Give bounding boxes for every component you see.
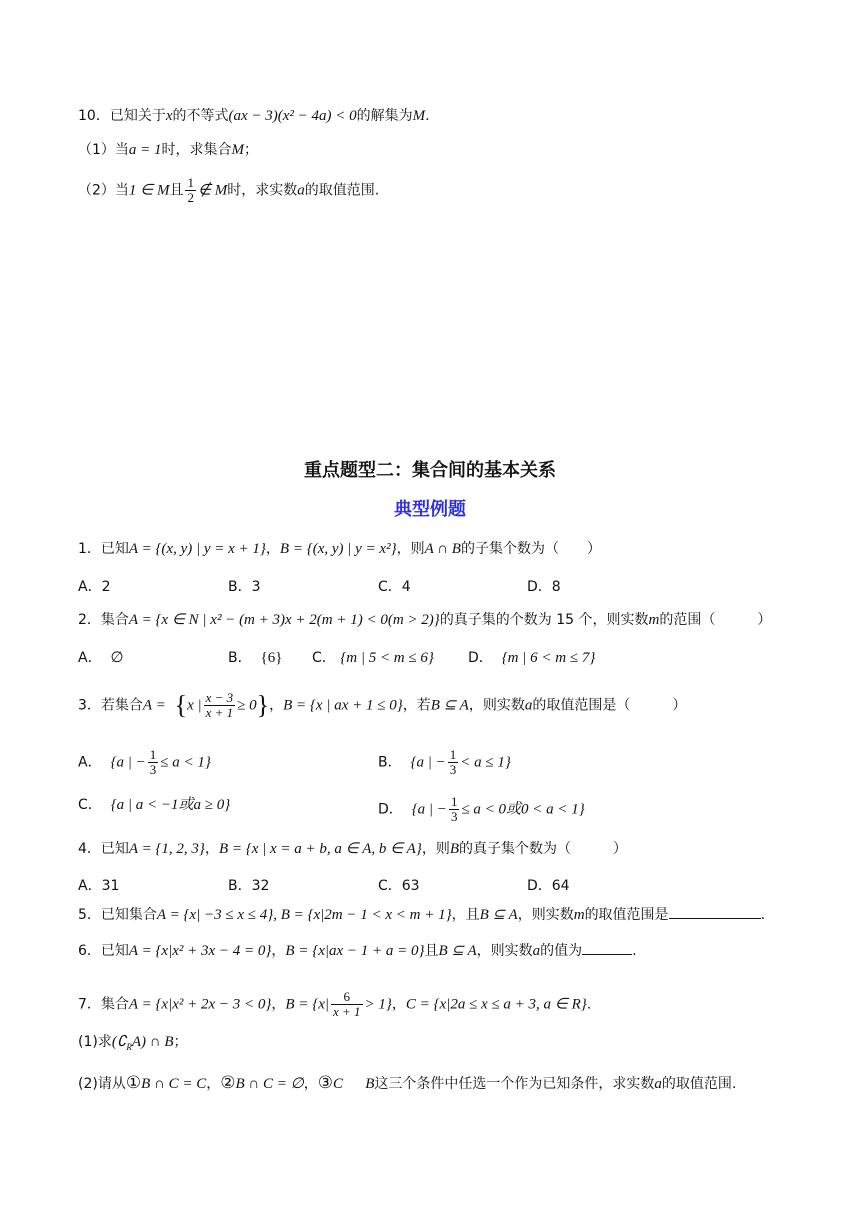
q4-prefix: 4．已知 <box>78 841 129 857</box>
option-value: {a | a < −1或a ≥ 0} <box>110 797 231 813</box>
option-label: B． <box>378 754 402 771</box>
q7-part2-prefix: (2)请从 <box>78 1076 126 1092</box>
q7-stem <box>78 990 591 1019</box>
q6-set-b: B = {x|ax − 1 + a = 0} <box>285 943 425 959</box>
section-title: 重点题型二：集合间的基本关系 <box>304 460 556 481</box>
q1-option-b[interactable]: B．3 <box>228 579 261 595</box>
q7-set-a: A = {x|x² + 2x − 3 < 0} <box>128 996 272 1013</box>
q5-answer-blank[interactable] <box>669 905 761 919</box>
q6-answer-blank[interactable] <box>582 941 632 955</box>
q3-set-a-right: ≥ 0 <box>237 697 257 714</box>
condition-3-expr: C <box>332 1076 343 1092</box>
condition-2-expr: B ∩ C = ∅ <box>235 1076 304 1092</box>
option-label: A． <box>78 650 102 666</box>
option-value: ∅ <box>110 650 124 666</box>
option-fraction <box>449 795 460 824</box>
q3-set-a-var: x | <box>187 697 202 714</box>
fraction-denominator: 3 <box>149 762 157 777</box>
q10-inequality: (ax − 3)(x² − 4a) < 0 <box>228 108 357 124</box>
q4-stem <box>78 839 627 859</box>
option-right: ≤ a < 0或0 < a < 1} <box>461 801 585 818</box>
q3-sep: ， <box>269 697 284 714</box>
q5-var: m <box>573 907 585 923</box>
q10-stem-mid: 的不等式 <box>172 108 229 124</box>
option-left: {a | − <box>110 754 146 771</box>
option-right: ≤ a < 1} <box>160 754 211 771</box>
q7-part2-suffix: 这三个条件中任选一个作为已知条件，求实数 <box>374 1076 655 1092</box>
q2-stem <box>78 610 771 630</box>
option-left: {a | − <box>411 801 447 818</box>
q2-end: 的范围（ ） <box>659 612 772 628</box>
q3-option-a[interactable] <box>78 748 211 777</box>
condition-sep: ， <box>303 1076 318 1092</box>
condition-1-marker: ① <box>125 1073 142 1093</box>
q1-expr: A ∩ B <box>424 541 461 557</box>
q5-suffix: ，则实数 <box>517 907 574 923</box>
option-label: B． <box>228 650 252 666</box>
option-value: {m | 6 < m ≤ 7} <box>501 650 596 666</box>
q7-end: . <box>586 996 592 1013</box>
option-label: D． <box>378 801 403 818</box>
fraction-denominator: 3 <box>449 762 457 777</box>
option-left: {a | − <box>410 754 446 771</box>
q5-end: 的取值范围是 <box>584 907 669 923</box>
q7-part1-complement: (∁ <box>111 1034 127 1050</box>
option-fraction <box>448 748 459 777</box>
q1-option-c[interactable]: C．4 <box>378 579 411 595</box>
fraction-denominator: 2 <box>187 190 194 205</box>
q1-prefix: 1．已知 <box>78 541 129 557</box>
q7-part1 <box>78 1032 188 1057</box>
option-label: D． <box>468 650 493 666</box>
q6-stem <box>78 941 637 961</box>
fraction-numerator: 1 <box>450 794 458 809</box>
q5-cond: B ⊆ A <box>479 907 518 923</box>
q4-set-a: A = {1, 2, 3} <box>128 841 205 857</box>
q10-part2-var: a <box>297 182 305 199</box>
condition-1-expr: B ∩ C = C <box>141 1076 207 1092</box>
q10-stem-end: . <box>425 108 430 124</box>
q7-part2-end: 的取值范围. <box>661 1076 737 1092</box>
q4-var: B <box>449 841 459 857</box>
fraction-denominator: x + 1 <box>205 705 234 720</box>
q3-option-d[interactable] <box>378 795 585 824</box>
q10-part1-end: ； <box>244 142 259 158</box>
q10-part2-end: 的取值范围. <box>304 182 380 199</box>
q6-end: 的值为 <box>540 943 583 959</box>
q1-set-b: B = {(x, y) | y = x²} <box>279 541 397 557</box>
q10-part1-prefix: （1）当 <box>78 142 129 158</box>
q5-stem <box>78 905 765 925</box>
q6-suffix: ，则实数 <box>476 943 533 959</box>
q2-option-c[interactable] <box>312 648 434 668</box>
fraction-numerator: 1 <box>449 747 457 762</box>
option-value: {m | 5 < m ≤ 6} <box>340 650 434 666</box>
condition-3-expr2: B <box>365 1076 375 1092</box>
q10-stem-suffix: 的解集为 <box>356 108 413 124</box>
q7-sep: ， <box>271 996 286 1013</box>
right-brace: } <box>256 690 270 720</box>
q6-final: . <box>632 943 637 959</box>
q5-mid: ，且 <box>451 907 480 923</box>
q10-part1 <box>78 140 258 160</box>
q7-part1-expr: A) ∩ B <box>131 1034 174 1050</box>
q6-sep: ， <box>271 943 286 959</box>
q3-set-b: B = {x | ax + 1 ≤ 0} <box>283 697 403 714</box>
q2-option-d[interactable] <box>468 648 595 668</box>
q2-suffix: 的真子集的个数为 15 个，则实数 <box>439 612 649 628</box>
q3-set-a-fraction <box>204 691 236 720</box>
q2-set-a: A = {x ∈ N | x² − (m + 3)x + 2(m + 1) < 0(m > 2)} <box>128 612 440 628</box>
fraction-denominator: x + 1 <box>332 1004 361 1019</box>
q4-option-d[interactable]: D．64 <box>527 878 570 894</box>
q10-part2-prefix: （2）当 <box>78 182 129 199</box>
q10-part2-suffix: 时，求实数 <box>227 182 298 199</box>
option-fraction <box>148 748 159 777</box>
condition-2-marker: ② <box>220 1073 236 1093</box>
q7-set-b-left: B = {x| <box>285 996 329 1013</box>
option-label: A． <box>78 754 102 771</box>
q4-option-c[interactable]: C．63 <box>378 878 420 894</box>
q3-cond: B ⊆ A <box>430 697 469 714</box>
fraction-denominator: 3 <box>450 809 458 824</box>
q1-stem <box>78 539 601 559</box>
q4-set-b: B = {x | x = a + b, a ∈ A, b ∈ A} <box>218 841 422 857</box>
q10-part1-set: M <box>231 142 245 158</box>
q3-var: a <box>524 697 533 714</box>
q10-stem <box>78 106 430 126</box>
q5-prefix: 5．已知集合 <box>78 907 157 923</box>
option-value: {6} <box>260 650 283 666</box>
q3-set-a-left: A = <box>142 697 166 714</box>
option-label: C． <box>312 650 336 666</box>
q10-stem-prefix: 10．已知关于 <box>78 108 166 124</box>
q7-part1-end: ； <box>173 1034 188 1050</box>
option-right: < a ≤ 1} <box>460 754 511 771</box>
q6-var: a <box>532 943 541 959</box>
q3-option-b[interactable] <box>378 748 511 777</box>
q1-set-a: A = {(x, y) | y = x + 1} <box>128 541 266 557</box>
condition-3-marker: ③ <box>317 1073 333 1093</box>
q7-set-b-right: > 1} <box>364 996 392 1013</box>
q10-part1-expr: a = 1 <box>128 142 162 158</box>
q2-var: m <box>648 612 660 628</box>
q10-part2-and: 且 <box>169 182 184 199</box>
left-brace: { <box>174 690 188 720</box>
q2-prefix: 2．集合 <box>78 612 129 628</box>
q7-set-b-fraction <box>331 990 363 1019</box>
q10-part2-expr: 1 ∈ M <box>128 182 170 199</box>
q10-part2 <box>78 176 379 205</box>
fraction-numerator: x − 3 <box>205 690 234 705</box>
q3-prefix: 3．若集合 <box>78 697 143 714</box>
q4-suffix: ，则 <box>421 841 450 857</box>
q4-option-a[interactable]: A．31 <box>78 878 120 894</box>
q7-part1-prefix: (1)求 <box>78 1034 112 1050</box>
q3-suffix: ，则实数 <box>468 697 525 714</box>
q10-part1-suffix: 时，求集合 <box>161 142 232 158</box>
q1-sep: ， <box>265 541 280 557</box>
q7-part1-subscript: R <box>126 1041 132 1052</box>
q5-final: . <box>760 907 766 923</box>
q4-end: 的真子集个数为（ ） <box>459 841 627 857</box>
option-label: C． <box>78 797 102 813</box>
q5-sets: A = {x| −3 ≤ x ≤ 4}, B = {x|2m − 1 < x < m + 1} <box>156 907 452 923</box>
q6-mid: 且 <box>424 943 439 959</box>
q3-mid: ，若 <box>402 697 431 714</box>
q1-option-a[interactable]: A．2 <box>78 579 111 595</box>
q4-sep: ， <box>204 841 219 857</box>
q4-option-b[interactable]: B．32 <box>228 878 270 894</box>
q3-option-c[interactable] <box>78 795 230 815</box>
q10-var: x <box>165 108 173 124</box>
q2-option-b[interactable] <box>228 648 282 668</box>
q3-stem <box>78 691 686 720</box>
fraction-numerator: 1 <box>187 175 194 190</box>
q7-set-c: C = {x|2a ≤ x ≤ a + 3, a ∈ R} <box>405 996 587 1013</box>
q7-part2 <box>78 1073 736 1094</box>
q10-part2-expr2: ∉ M <box>197 182 228 199</box>
q10-part2-fraction <box>185 176 196 205</box>
q6-cond: B ⊆ A <box>438 943 477 959</box>
q6-prefix: 6．已知 <box>78 943 129 959</box>
q2-option-a[interactable] <box>78 648 124 668</box>
q7-part2-var: a <box>654 1076 662 1092</box>
section-subtitle: 典型例题 <box>394 499 466 520</box>
q7-prefix: 7．集合 <box>78 996 129 1013</box>
q3-end: 的取值范围是（ ） <box>532 697 687 714</box>
q7-sep2: ， <box>391 996 406 1013</box>
q10-set: M <box>412 108 426 124</box>
condition-sep: ， <box>206 1076 221 1092</box>
q1-suffix: ，则 <box>396 541 425 557</box>
fraction-numerator: 6 <box>331 990 363 1005</box>
q1-option-d[interactable]: D．8 <box>527 579 561 595</box>
q6-set-a: A = {x|x² + 3x − 4 = 0} <box>128 943 272 959</box>
fraction-numerator: 1 <box>149 747 157 762</box>
q1-end: 的子集个数为（ ） <box>460 541 601 557</box>
